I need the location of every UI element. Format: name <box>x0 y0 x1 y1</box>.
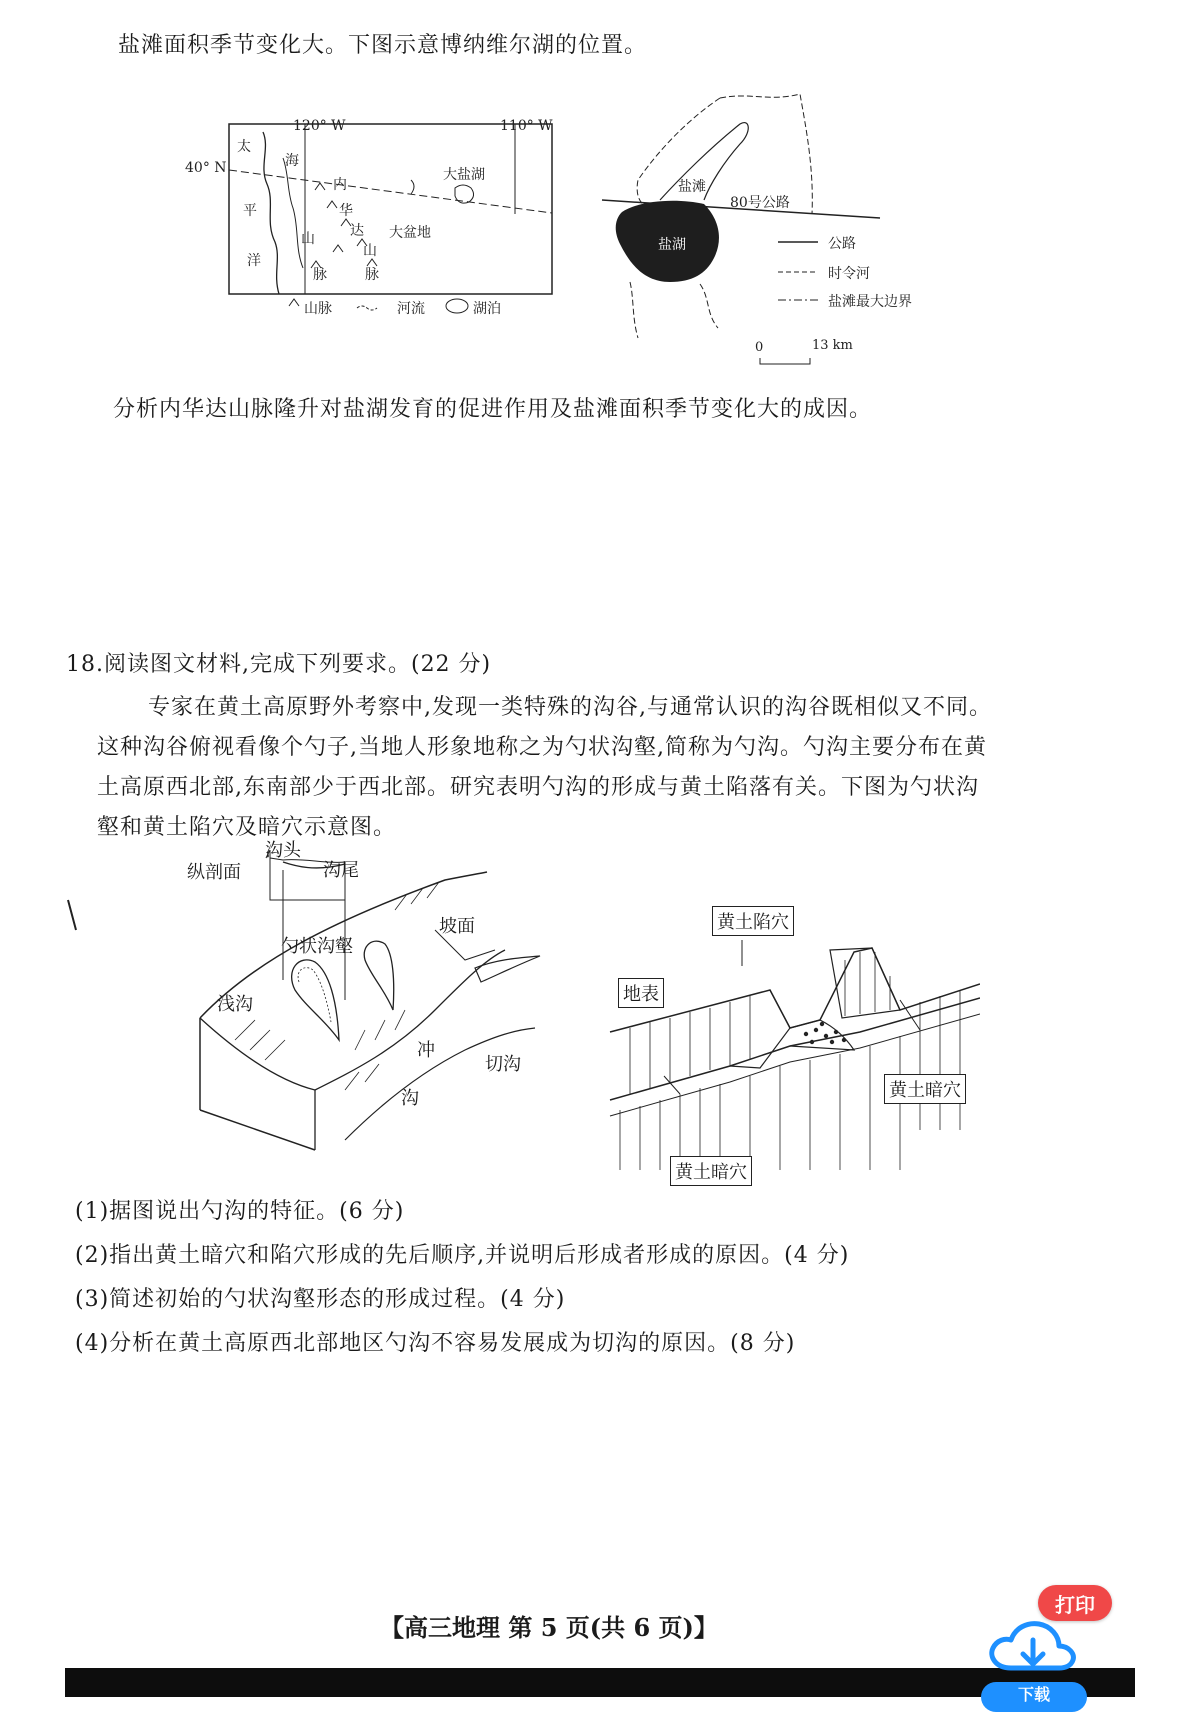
question-1: (1)据图说出勺沟的特征。(6 分) <box>75 1199 405 1224</box>
question-4: (4)分析在黄土高原西北部地区勺沟不容易发展成为切沟的原因。(8 分) <box>75 1331 796 1356</box>
range-char-6: 山 <box>363 243 377 259</box>
sinkhole-label: 黄土陷穴 <box>712 906 794 936</box>
map-bonneville-svg <box>600 88 960 378</box>
rush-label: 冲 <box>417 1040 435 1061</box>
legend-river: 河流 <box>397 301 425 317</box>
ocean-char-3: 洋 <box>247 253 261 269</box>
cloud-download-icon <box>975 1610 1095 1685</box>
margin-mark <box>64 898 84 934</box>
q18-para-line-2: 这种沟谷俯视看像个勺子,当地人形象地称之为勺状沟壑,简称为勺沟。勺沟主要分布在黄 <box>97 735 987 760</box>
q18-header: 18.阅读图文材料,完成下列要求。(22 分) <box>66 652 492 677</box>
cut-gully-label: 切沟 <box>485 1054 521 1075</box>
q18-para-line-4: 壑和黄土陷穴及暗穴示意图。 <box>97 815 397 840</box>
range-char-7: 脉 <box>365 267 379 283</box>
hidden-cave-right-label: 黄土暗穴 <box>884 1074 966 1104</box>
slope-label: 坡面 <box>439 916 475 937</box>
scale-km: 13 km <box>812 338 853 353</box>
top-text: 盐滩面积季节变化大。下图示意博纳维尔湖的位置。 <box>118 33 648 58</box>
legend-seasonal-river: 时令河 <box>828 266 870 282</box>
range-char-2: 华 <box>339 203 353 219</box>
surface-label: 地表 <box>618 978 664 1008</box>
lon-110w-label: 110° W <box>500 118 553 134</box>
salt-lake-label: 盐湖 <box>658 237 686 253</box>
range-char-1: 内 <box>333 177 347 193</box>
lat-40n-label: 40° N <box>185 160 227 176</box>
fig-spoon-gully <box>187 840 555 1155</box>
profile-label: 纵剖面 <box>187 862 241 883</box>
legend-road: 公路 <box>828 236 856 252</box>
map-bonneville <box>600 88 960 378</box>
q18-para-line-3: 土高原西北部,东南部少于西北部。研究表明勺沟的形成与黄土陷落有关。下图为勺状沟 <box>97 775 979 800</box>
q17-prompt: 分析内华达山脉隆升对盐湖发育的促进作用及盐滩面积季节变化大的成因。 <box>113 397 873 422</box>
page-footer: 【高三地理 第 5 页(共 6 页)】 <box>380 1613 718 1642</box>
spoon-gully-label: 勺状沟壑 <box>281 936 353 957</box>
great-basin-label: 大盆地 <box>389 225 431 241</box>
ocean-char-1: 太 <box>237 139 251 155</box>
range-char-3: 达 <box>350 223 364 239</box>
gully-tail-label: 沟尾 <box>323 860 359 881</box>
scale-zero: 0 <box>755 340 764 355</box>
print-button[interactable]: 打印 <box>1038 1585 1112 1621</box>
ditch-label: 沟 <box>401 1088 419 1109</box>
question-2: (2)指出黄土暗穴和陷穴形成的先后顺序,并说明后形成者形成的原因。(4 分) <box>75 1243 850 1268</box>
great-salt-lake-label: 大盐湖 <box>443 167 485 183</box>
map-western-us-svg <box>215 118 560 323</box>
download-label: 下载 <box>981 1682 1087 1712</box>
lon-120w-label: 120° W <box>293 118 346 134</box>
map-western-us <box>185 118 560 323</box>
legend-max-boundary: 盐滩最大边界 <box>828 294 912 310</box>
hidden-cave-left-label: 黄土暗穴 <box>670 1156 752 1186</box>
highway-80-label: 80号公路 <box>730 195 790 211</box>
range-char-4: 山 <box>301 231 315 247</box>
q18-para-line-1: 专家在黄土高原野外考察中,发现一类特殊的沟谷,与通常认识的沟谷既相似又不同。 <box>148 695 992 720</box>
question-3: (3)简述初始的勺状沟壑形态的形成过程。(4 分) <box>75 1287 566 1312</box>
fig-loess-cave <box>600 880 980 1183</box>
shallow-gully-label: 浅沟 <box>217 994 253 1015</box>
sea-char: 海 <box>285 153 299 169</box>
legend-lake: 湖泊 <box>473 301 501 317</box>
ocean-char-2: 平 <box>243 203 257 219</box>
range-char-5: 脉 <box>313 267 327 283</box>
salt-flat-label: 盐滩 <box>678 179 706 195</box>
gully-head-label: 沟头 <box>265 840 301 861</box>
legend-mountain: 山脉 <box>304 301 332 317</box>
download-button[interactable] <box>975 1610 1095 1704</box>
